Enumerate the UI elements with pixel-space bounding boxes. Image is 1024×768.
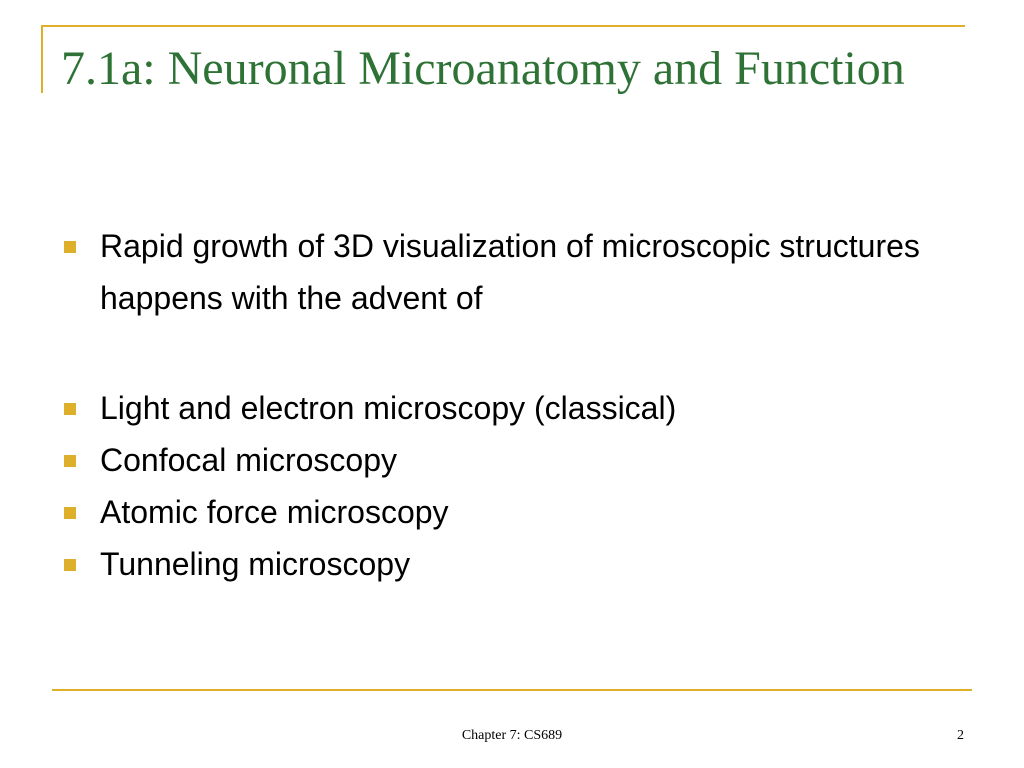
- footer-divider: [52, 689, 972, 691]
- bullet-text: Light and electron microscopy (classical): [100, 390, 677, 426]
- bullet-text: Atomic force microscopy: [100, 494, 449, 530]
- bullet-text: Confocal microscopy: [100, 442, 397, 478]
- bullet-item: [64, 434, 964, 486]
- bullet-text: Rapid growth of 3D visualization of microscopic structures happens with the advent of: [100, 228, 920, 316]
- title-frame-left-rule: [41, 25, 43, 93]
- square-bullet-icon: [64, 403, 76, 415]
- footer-chapter-label: Chapter 7: CS689: [461, 728, 563, 743]
- page-number: 2: [957, 728, 964, 743]
- bullet-text: Tunneling microscopy: [100, 546, 411, 582]
- bullet-item: [64, 538, 964, 590]
- title-frame-top-rule: [41, 25, 965, 27]
- square-bullet-icon: [64, 507, 76, 519]
- square-bullet-icon: [64, 455, 76, 467]
- bullet-item: [64, 382, 964, 434]
- square-bullet-icon: [64, 241, 76, 253]
- square-bullet-icon: [64, 559, 76, 571]
- bullet-item: [64, 220, 964, 324]
- bullet-list: [64, 220, 964, 590]
- slide-title: 7.1a: Neuronal Microanatomy and Function: [61, 42, 905, 95]
- bullet-item: [64, 486, 964, 538]
